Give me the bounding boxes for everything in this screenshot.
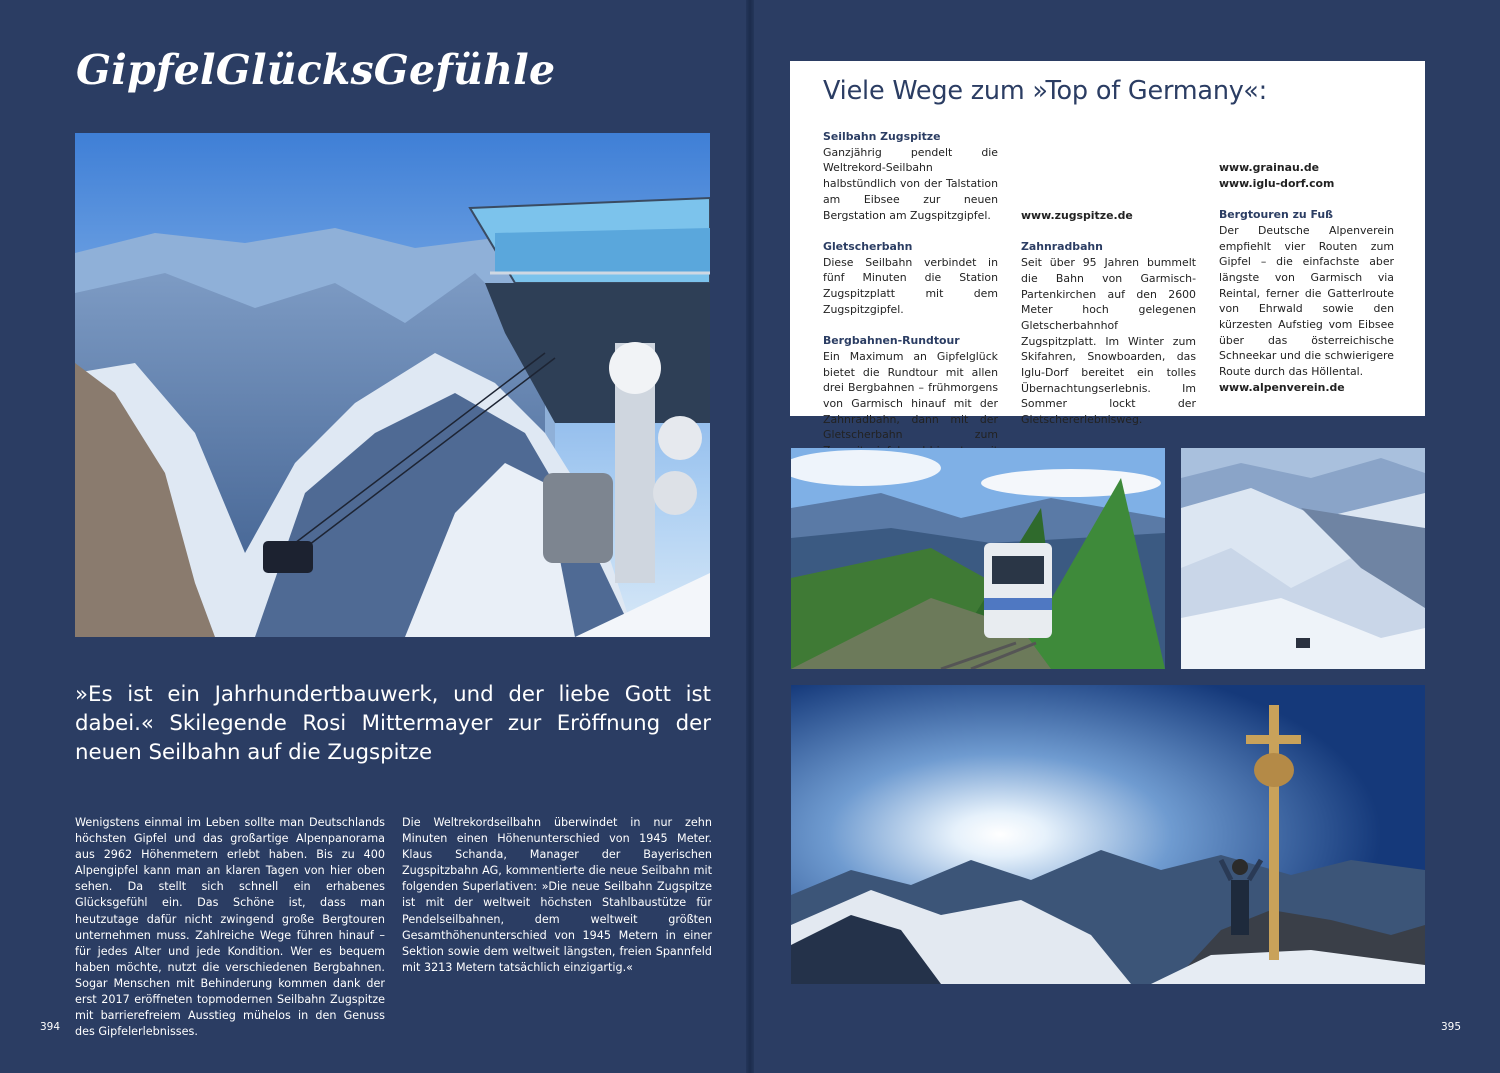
pull-quote: »Es ist ein Jahrhundertbauwerk, und der liebe Gott ist dabei.« Skilegende Rosi Mittermayer zur Eröffnung der neuen Seilbahn auf die Zugspitze: [75, 682, 711, 765]
page-headline: GipfelGlücksGefühle: [76, 46, 556, 94]
info-box: [790, 61, 1425, 442]
photo-zugspitzplatt-aerial: [1181, 448, 1425, 669]
info-column-3: [1219, 129, 1394, 396]
info-text-seilbahn: Ganzjährig pendelt die Weltrekord-Seilbahn halbstündlich von der Talstation am Eibsee zur neuen Bergstation am Zugspitzgipfel.: [823, 145, 998, 222]
info-heading-seilbahn: Seilbahn Zugspitze: [823, 130, 941, 143]
page-number-left: 394: [40, 1021, 61, 1033]
page-gutter: [746, 0, 754, 1073]
info-heading-rundtour: Bergbahnen-Rundtour: [823, 334, 960, 348]
aerial-snow-image: [1181, 448, 1425, 669]
info-heading-zahnradbahn: Zahnradbahn: [1021, 240, 1103, 254]
summit-station-image: [75, 133, 710, 637]
info-heading-gletscherbahn: Gletscherbahn: [823, 239, 913, 253]
info-text-rundtour: Ein Maximum an Gipfelglück bietet die Rundtour mit allen drei Bergbahnen – frühmorgens von Garmisch hinauf mit der Zahnradbahn, dann mit der Gletscherbahn zum: [823, 349, 998, 442]
link-grainau[interactable]: www.grainau.de: [1219, 161, 1320, 174]
page-number-right: 395: [1441, 1021, 1462, 1033]
info-text-gletscherbahn: Diese Seilbahn verbindet in fünf Minuten die Station Zugspitzplatt mit dem Zugspitzgipfel.: [823, 255, 998, 316]
summit-cross-image: [791, 685, 1425, 984]
photo-summit-cross-sunrise: [791, 685, 1425, 984]
link-alpenverein[interactable]: www.alpenverein.de: [1219, 380, 1345, 394]
info-box-title: Viele Wege zum »Top of Germany«:: [823, 76, 1268, 106]
info-heading-bergtouren: Bergtouren zu Fuß: [1219, 208, 1333, 222]
info-box-columns: [823, 129, 1394, 442]
info-column-1: [823, 129, 998, 474]
info-text-zahnradbahn: Seit über 95 Jahren bummelt die Bahn von Garmisch-Partenkirchen auf den 2600 Meter hoch gelegenen Gletscherbahnhof Zugspitzplatt. Im Winter zum Skifahren, Snowboarden, das Iglu-Dorf bereitet ein tolles Übernachtungserlebnis. Im Sommer lockt der Gletschererlebnisweg.: [1021, 256, 1196, 427]
train-image: [791, 448, 1165, 669]
body-text-column-2: Die Weltrekordseilbahn überwindet in nur zehn Minuten einen Höhenunterschied von 1945 Meter. Klaus Schanda, Manager der Bayerischen Zugspitzbahn AG, kommentierte die neue Seilbahn mit folgenden Superlativen: »Die neue Seilbahn Zugspitze ist mit der weltweit höchsten Stahlbaustütze für Pendelseilbahnen, dem weltweit größten Gesamthöhenunterschied von 1945 Metern in einer Sektion sowie dem weltweit längsten, freien Spannfeld mit 3213 Metern tatsächlich einzigartig.«: [402, 816, 712, 974]
link-zugspitze[interactable]: www.zugspitze.de: [1021, 209, 1133, 222]
photo-zahnradbahn-train: [791, 448, 1165, 669]
info-text-bergtouren: Der Deutsche Alpenverein empfiehlt vier Routen zum Gipfel – die einfachste aber längste von Garmisch via Reintal, ferner die Gatterlroute von Ehrwald sowie den kürzesten Aufstieg vom Eibsee über das österreichische Schneekar und die schwierigere Route durch das Höllental.: [1219, 223, 1394, 379]
photo-zugspitze-summit-station: [75, 133, 710, 637]
body-text-column-1: Wenigstens einmal im Leben sollte man Deutschlands höchsten Gipfel und das großartige Alpenpanorama aus 2962 Höhenmetern erlebt haben. Bis zu 400 Alpengipfel kann man an klaren Tagen von hier oben sehen. Da stellt sich schnell ein erhabenes Glücksgefühl ein. Das Schöne ist, dass man heutzutage dafür nicht zwingend große Bergtouren unternehmen muss. Zahlreiche Wege führen hinauf – für jedes Alter und jede Kondition. Wer es bequem haben möchte, nutzt die verschiedenen Bergbahnen. Sogar Menschen mit Behinderung kommen dank der erst 2017 eröffneten topmodernen Seilbahn Zugspitze mit barrierefreiem Ausstieg mühelos in den Genuss des Gipfelerlebnisses.: [75, 816, 385, 1039]
link-iglu-dorf[interactable]: www.iglu-dorf.com: [1219, 176, 1335, 190]
info-column-2: [1021, 129, 1196, 428]
